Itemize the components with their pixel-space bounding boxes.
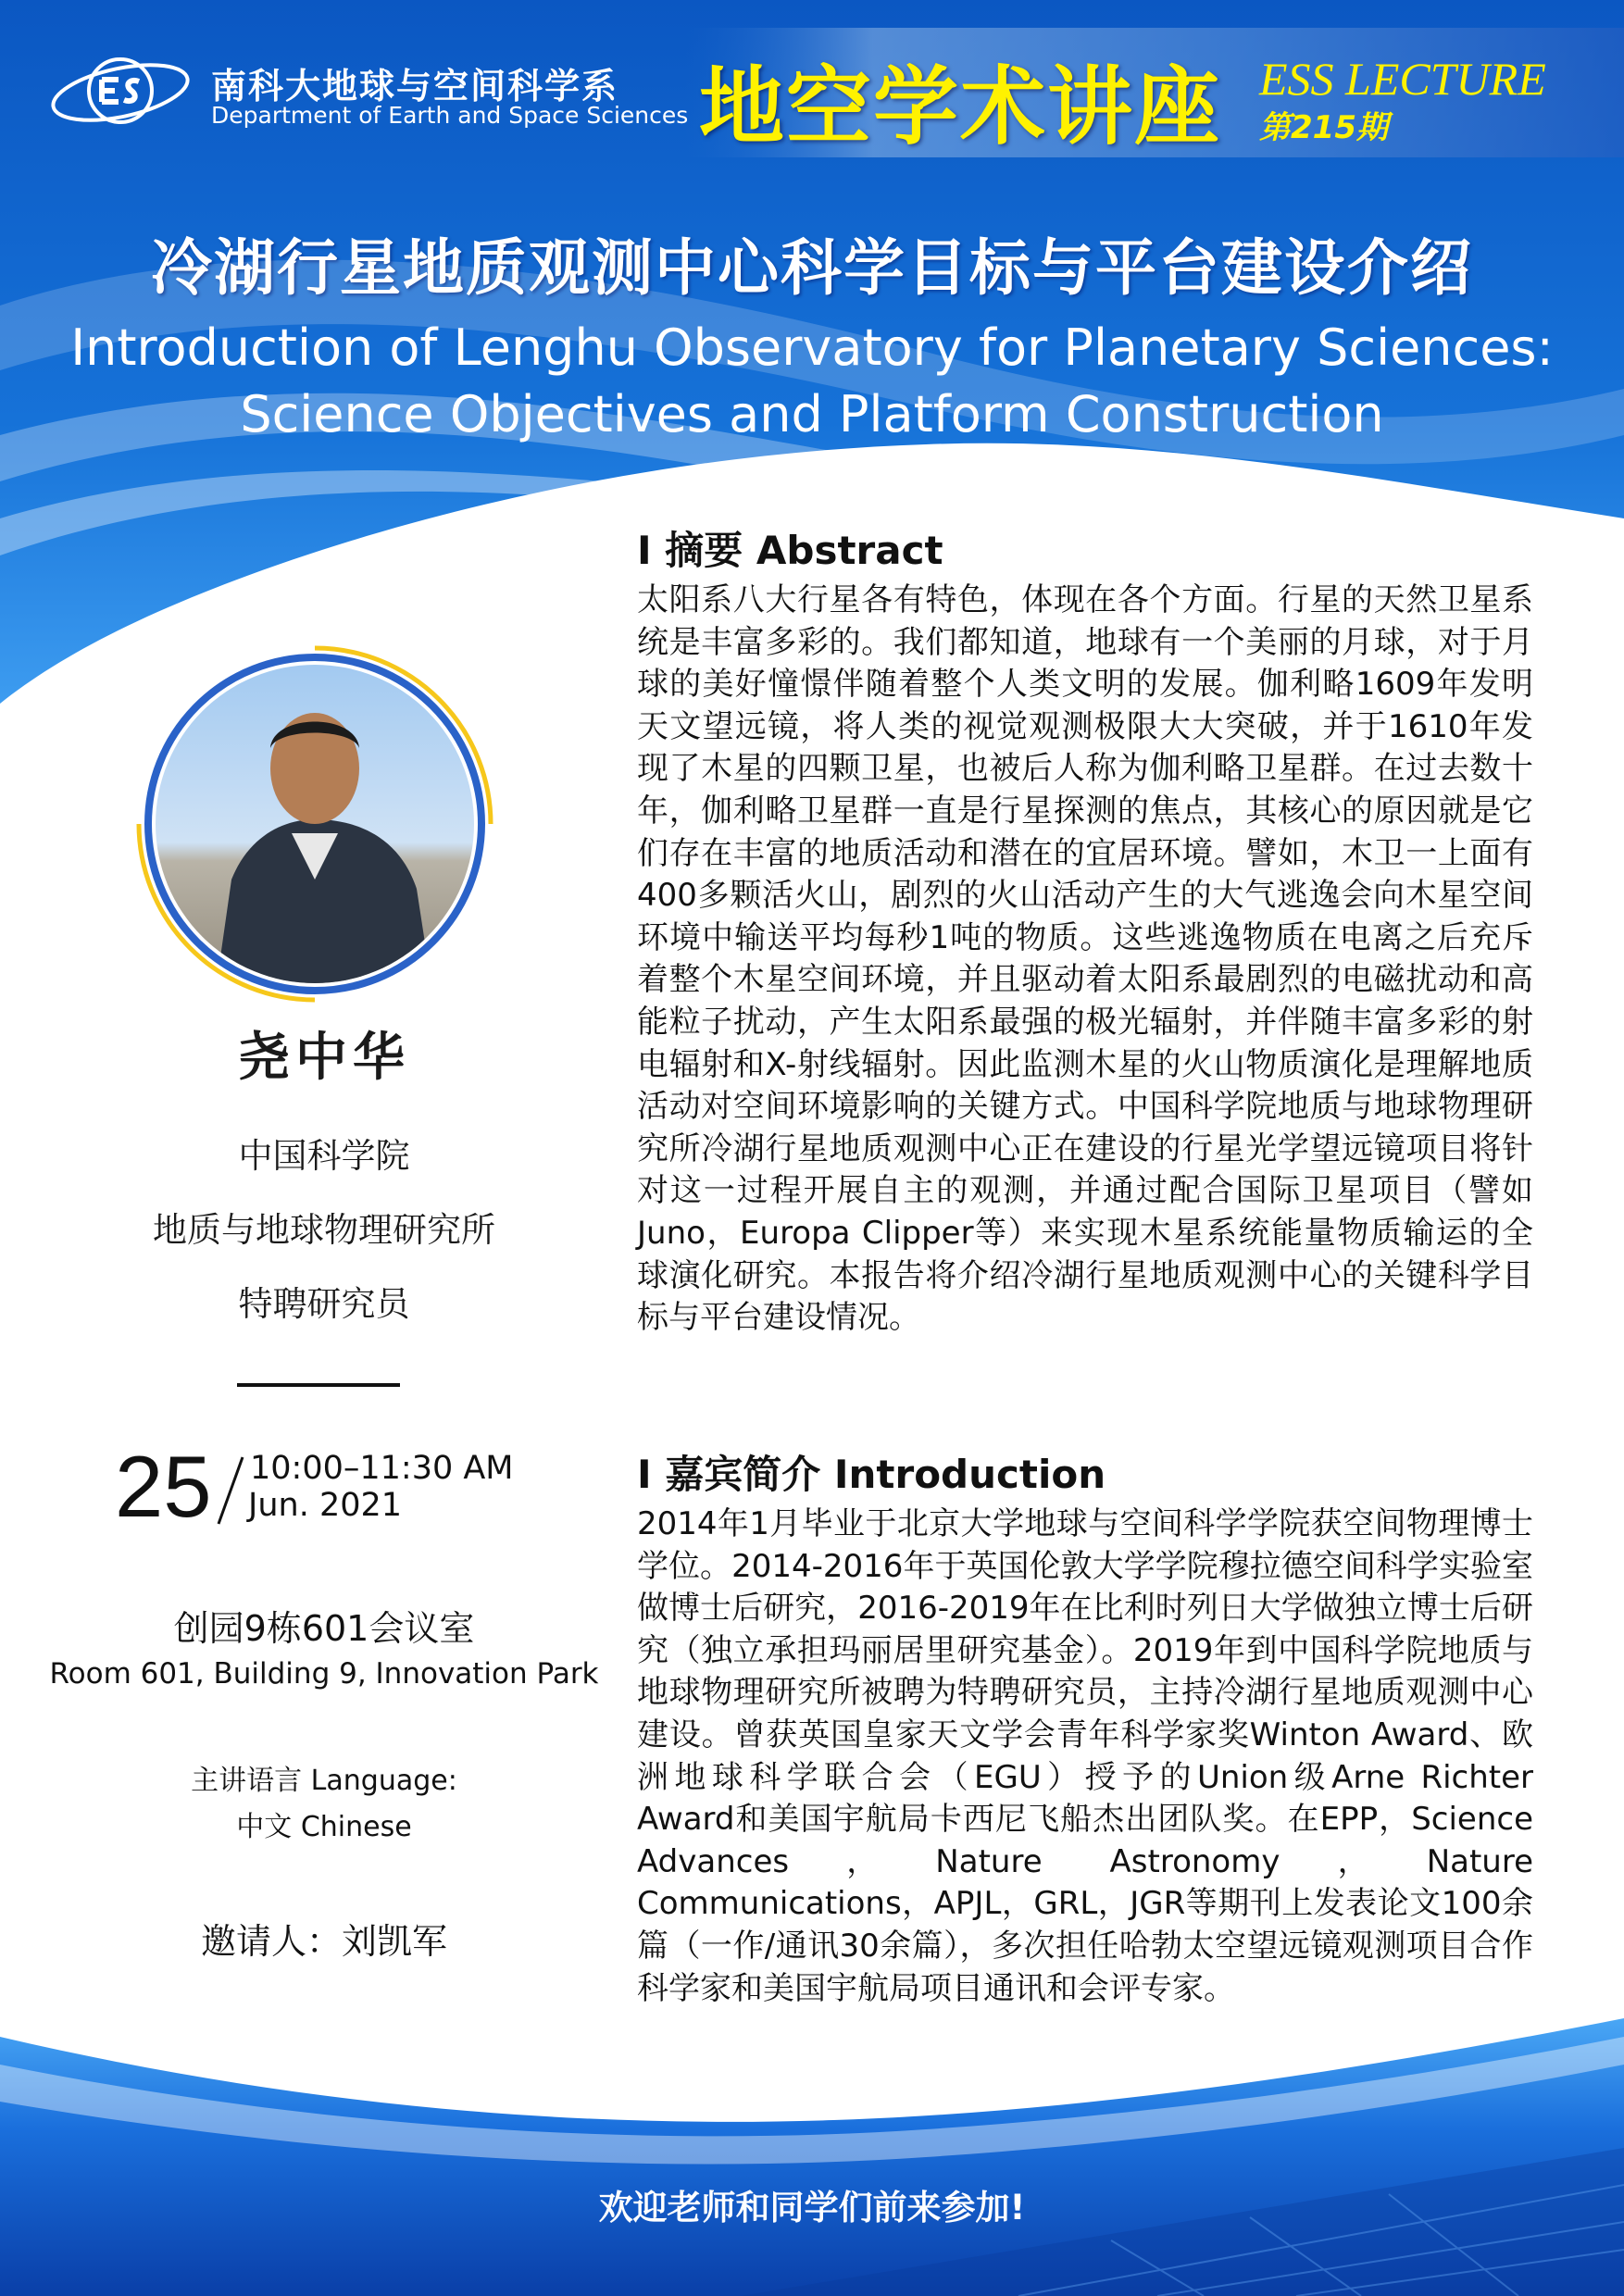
speaker-affiliation-3: 特聘研究员: [238, 1284, 410, 1324]
footer-welcome: 欢迎老师和同学们前来参加!: [598, 2188, 1026, 2227]
ess-logo: [46, 44, 194, 137]
speaker-affiliation-2: 地质与地球物理研究所: [153, 1210, 495, 1250]
speaker-affiliation-1: 中国科学院: [238, 1136, 410, 1176]
divider: [237, 1383, 400, 1387]
lecture-series-en: ESS LECTURE: [1259, 53, 1546, 105]
event-day: 25: [115, 1438, 212, 1535]
language-value: 中文 Chinese: [236, 1811, 412, 1843]
event-time: 10:00–11:30 AM: [250, 1450, 514, 1487]
talk-title-en-line2: Science Objectives and Platform Construction: [240, 385, 1384, 443]
language-label: 主讲语言 Language:: [191, 1765, 457, 1797]
venue-cn: 创园9栋601会议室: [173, 1608, 475, 1649]
issue-number: 第215期: [1259, 109, 1388, 146]
abstract-heading: I 摘要 Abstract: [637, 528, 943, 573]
abstract-text: 太阳系八大行星各有特色，体现在各个方面。行星的天然卫星系统是丰富多彩的。我们都知道，地球有一个美丽的月球，对于月球的美好憧憬伴随着整个人类文明的发展。伽利略1609年发明天文望远镜，将人类的视觉观测极限大大突破，并于1610年发现了木星的四颗卫星，也被后人称为伽利略卫星群。在过去数十年，伽利略卫星群一直是行星探测的焦点，其核心的原因就是它们存在丰富的地质活动和潜在的宜居环境。譬如，木卫一上面有400多颗活火山，剧烈的火山活动产生的大气逃逸会向木星空间环境中输送平均每秒1吨的物质。这些逃逸物质在电离之后充斥着整个木星空间环境，并且驱动着太阳系最剧烈的电磁扰动和高能粒子扰动，产生太阳系最强的极光辐射，并伴随丰富多彩的射电辐射和X-射线辐射。因此监测木星的火山物质演化是理解地质活动对空间环境影响的关键方式。中国科学院地质与地球物理研究所冷湖行星地质观测中心正在建设的行星光学望远镜项目将针对这一过程开展自主的观测，并通过配合国际卫星项目（譬如Juno，Europa Clipper等）来实现木星系统能量物质输运的全球演化研究。本报告将介绍冷湖行星地质观测中心的关键科学目标与平台建设情况。: [637, 581, 1533, 1337]
inviter: 邀请人：刘凯军: [200, 1921, 447, 1962]
event-month-year: Jun. 2021: [248, 1487, 403, 1524]
lecture-series-title: 地空学术讲座: [699, 56, 1222, 156]
department-name-en: Department of Earth and Space Sciences: [211, 102, 689, 129]
speaker-name: 尧中华: [238, 1028, 410, 1088]
talk-title-en-line1: Introduction of Lenghu Observatory for Planetary Sciences:: [70, 318, 1554, 377]
talk-title-en: [0, 315, 1624, 448]
introduction-heading: I 嘉宾简介 Introduction: [637, 1452, 1106, 1497]
venue-en: Room 601, Building 9, Innovation Park: [49, 1657, 599, 1691]
talk-title-cn: 冷湖行星地质观测中心科学目标与平台建设介绍: [151, 232, 1473, 304]
department-name-cn: 南科大地球与空间科学系: [211, 66, 619, 106]
speaker-photo: [130, 639, 500, 1009]
date-separator: [213, 1454, 250, 1528]
introduction-text: 2014年1月毕业于北京大学地球与空间科学学院获空间物理博士学位。2014-2016年于英国伦敦大学学院穆拉德空间科学实验室做博士后研究，2016-2019年在比利时列日大学做独立博士后研究（独立承担玛丽居里研究基金）。2019年到中国科学院地质与地球物理研究所被聘为特聘研究员，主持冷湖行星地质观测中心建设。曾获英国皇家天文学会青年科学家奖Winton Award、欧洲地球科学联合会（EGU）授予的Union级Arne Richter Award和美国宇航局卡西尼飞船杰出团队奖。在EPP，Science Advances，Nature Astronomy，Nature Communications，APJL，GRL，JGR等期刊上发表论文100余篇（一作/通讯30余篇），多次担任哈勃太空望远镜观测项目合作科学家和美国宇航局项目通讯和会评专家。: [637, 1505, 1533, 2007]
